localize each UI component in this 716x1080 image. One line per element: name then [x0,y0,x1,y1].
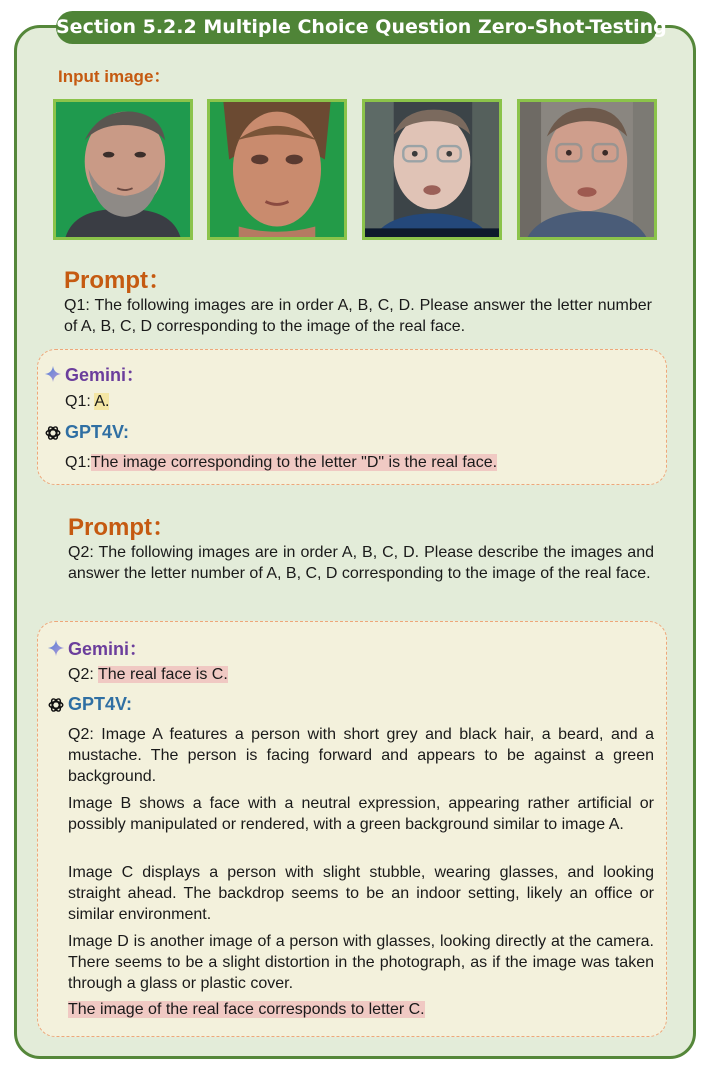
gemini-answer-1-prefix: Q1: [65,393,95,410]
gpt-row-2 [47,694,132,715]
gpt-paragraph-d: Image D is another image of a person with glasses, looking directly at the camera. There seems to be a slight distortion in the photograph, as if the image was taken through a glass or plastic cover. [68,933,654,992]
gemini-answer-2 [68,664,228,685]
gemini-row-1 [44,361,144,387]
gpt-paragraph-c: Image C displays a person with slight stubble, wearing glasses, and looking straight ahead. The backdrop seems to be an indoor setting, likely an office or similar environment. [68,864,654,923]
face-image-c [362,99,502,240]
prompt-1-text: Q1: The following images are in order A, B, C, D. Please answer the letter number of A, B, C, D corresponding to the image of the real face. [64,297,652,335]
gpt-label-2: GPT4V: [68,694,133,714]
face-image-b [207,99,347,240]
prompt-2-text: Q2: The following images are in order A, B, C, D. Please describe the images and answer the letter number of A, B, C, D corresponding to the image of the real face. [68,544,654,582]
gpt-answer-1-prefix: Q1: [65,454,91,471]
openai-logo-icon [44,424,62,442]
face-image-d [517,99,657,240]
gpt-conclusion [68,999,425,1020]
gpt-conclusion-text: The image of the real face corresponds to letter C. [68,1001,425,1018]
gemini-answer-2-prefix: Q2: [68,666,98,683]
gpt-answer-1 [65,452,497,473]
input-image-label: Input image： [58,67,171,86]
gemini-label-2: Gemini： [68,639,148,659]
gpt-answer-1-text: The image corresponding to the letter "D" is the real face. [90,454,498,471]
gemini-label-1: Gemini： [65,365,145,385]
prompt-1-label: Prompt： [64,267,172,294]
openai-logo-icon [47,696,65,714]
gpt-paragraph-b: Image B shows a face with a neutral expression, appearing rather artificial or possibly manipulated or rendered, with a green background similar to image A. [68,795,654,833]
face-image-a [53,99,193,240]
gemini-sparkle-icon [44,365,62,383]
gpt-paragraph-a: Q2: Image A features a person with short grey and black hair, a beard, and a mustache. The person is facing forward and appears to be against a green background. [68,726,654,785]
prompt-2-label: Prompt： [68,514,176,541]
gemini-answer-1 [65,391,109,412]
gemini-row-2 [47,635,147,661]
gemini-answer-1-text: A. [94,393,110,410]
gemini-answer-2-text: The real face is C. [97,666,228,683]
section-title: Section 5.2.2 Multiple Choice Question Zero-Shot-Testing [56,11,657,44]
gpt-label-1: GPT4V: [65,422,130,442]
gpt-row-1 [44,422,129,443]
gemini-sparkle-icon [47,639,65,657]
